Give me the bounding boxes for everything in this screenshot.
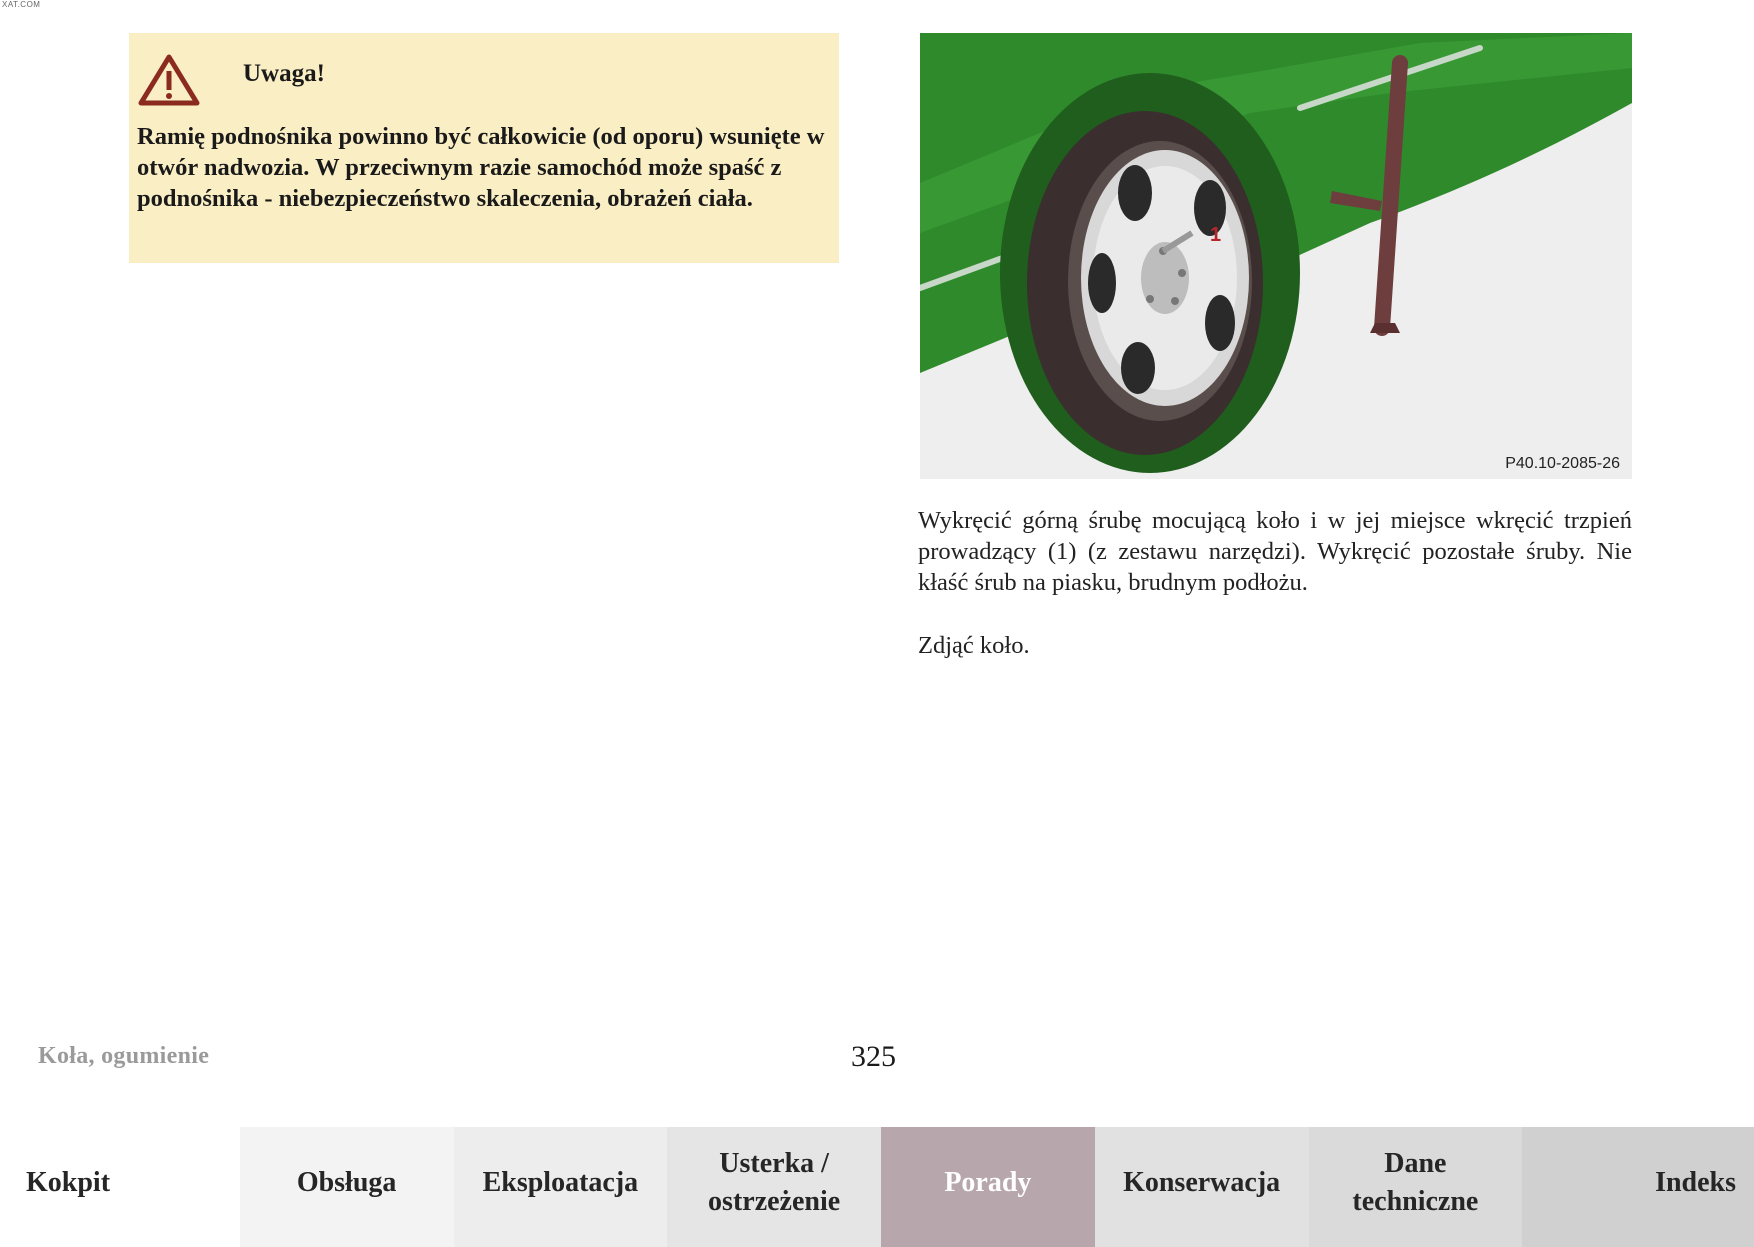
nav-tab-label: Kokpit <box>26 1167 111 1198</box>
nav-tab-label-line-2: techniczne <box>1352 1186 1479 1217</box>
warning-box <box>129 33 839 263</box>
nav-tab-label-line-1: Dane <box>1384 1148 1447 1179</box>
nav-tab-kokpit[interactable] <box>0 1127 240 1247</box>
page-number: 325 <box>851 1040 896 1073</box>
callout-1-label: 1 <box>1210 224 1222 246</box>
warning-title: Uwaga! <box>243 60 325 87</box>
nav-tab-label-line-1: Usterka / <box>719 1148 829 1179</box>
nav-tab-label: Indeks <box>1655 1167 1736 1198</box>
warning-triangle-icon <box>137 53 201 107</box>
nav-tab-label: Obsługa <box>296 1167 397 1198</box>
nav-tab-eksploatacja[interactable] <box>454 1127 668 1247</box>
nav-tab-label <box>708 1145 840 1221</box>
chapter-nav-bar <box>0 1127 1754 1247</box>
nav-tab-label: Eksploatacja <box>482 1167 639 1198</box>
nav-tab-label <box>1352 1145 1478 1221</box>
warning-header <box>137 53 831 107</box>
section-label: Koła, ogumienie <box>38 1043 210 1069</box>
nav-tab-usterka[interactable] <box>667 1127 881 1247</box>
nav-tab-dane-techniczne[interactable] <box>1309 1127 1523 1247</box>
instruction-step-1: Wykręcić górną śrubę mocującą koło i w jej miejsce wkręcić trzpień prowadzący (1) (z zestawu narzędzi). Wykręcić pozostałe śruby. Nie kłaść śrub na piasku, brudnym podłożu. <box>918 507 1632 596</box>
instruction-step-2: Zdjąć koło. <box>918 632 1030 659</box>
nav-tab-indeks[interactable] <box>1522 1127 1754 1247</box>
nav-tab-konserwacja[interactable] <box>1095 1127 1309 1247</box>
nav-tab-label-line-2: ostrzeżenie <box>708 1186 841 1217</box>
nav-tab-obsluga[interactable] <box>240 1127 454 1247</box>
corner-watermark: XAT.COM <box>2 0 41 9</box>
nav-tab-label: Porady <box>944 1167 1032 1198</box>
illustration-svg <box>920 33 1632 479</box>
figure-code: P40.10-2085-26 <box>1505 455 1620 472</box>
warning-text: Ramię podnośnika powinno być całkowicie (od oporu) wsunięte w otwór nadwozia. W przeciwnym razie samochód może spaść z podnośnika - niebezpieczeństwo skaleczenia, obrażeń ciała. <box>137 123 825 212</box>
nav-tab-label: Konserwacja <box>1123 1167 1281 1198</box>
nav-tab-porady[interactable] <box>881 1127 1095 1247</box>
wheel-change-illustration <box>920 33 1632 479</box>
